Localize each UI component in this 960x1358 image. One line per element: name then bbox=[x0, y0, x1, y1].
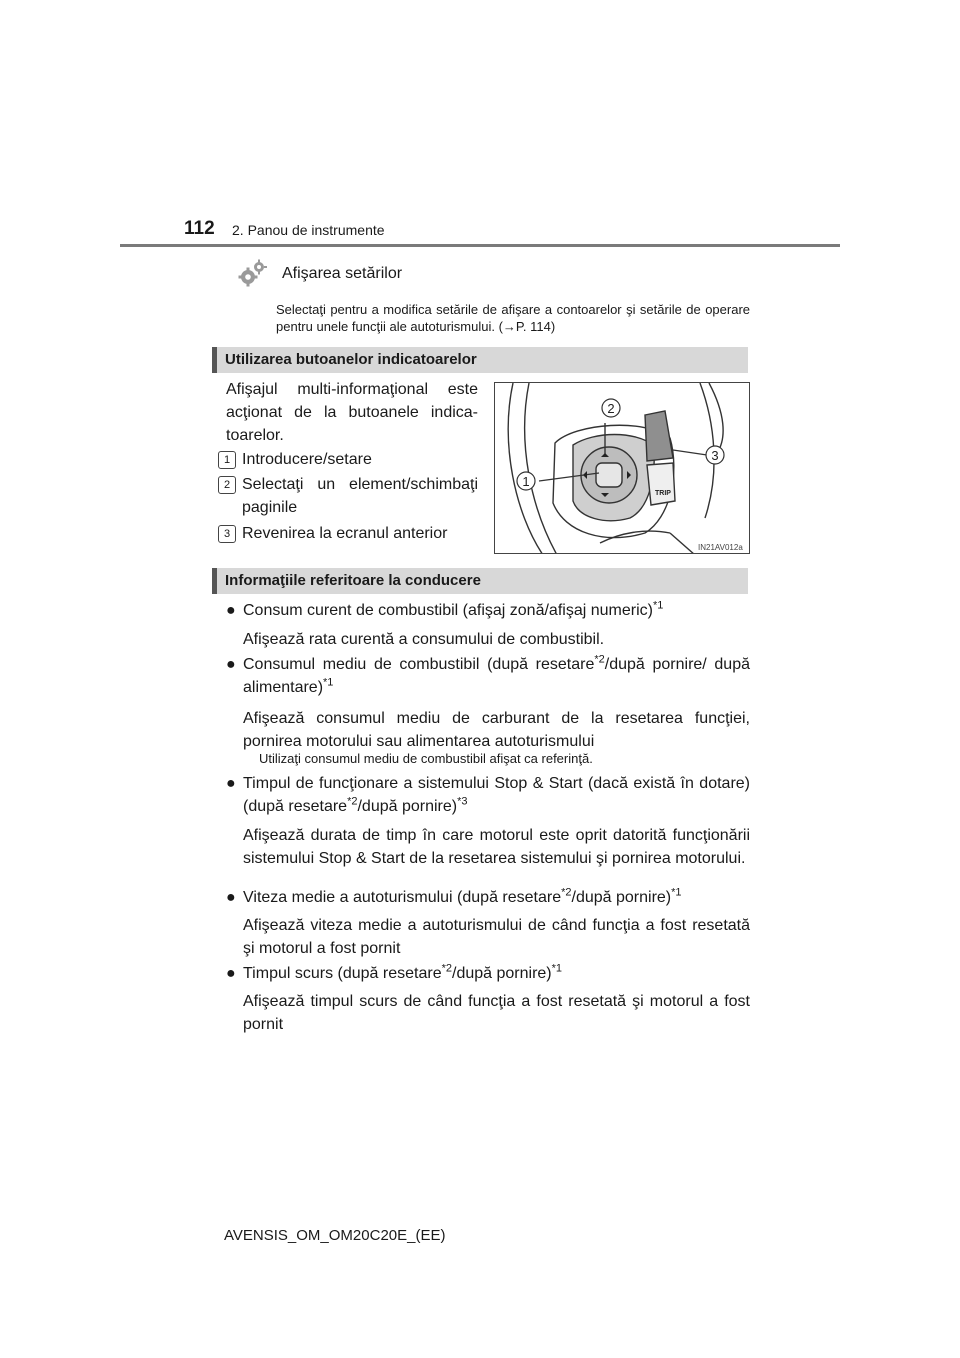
footnote-ref: *2 bbox=[347, 795, 358, 808]
gear-icon bbox=[238, 258, 268, 288]
chapter-title: 2. Panou de instrumente bbox=[232, 222, 385, 238]
footnote-ref: *2 bbox=[561, 886, 572, 899]
section-heading-driving-info: Informaţiile referitoare la conducere bbox=[212, 568, 748, 594]
bullet-icon: ● bbox=[226, 656, 236, 673]
header-divider bbox=[120, 244, 840, 247]
bullet-icon: ● bbox=[226, 602, 236, 619]
figure-code: IN21AV012a bbox=[698, 543, 743, 552]
bullet-item bbox=[226, 599, 750, 622]
manual-code: AVENSIS_OM_OM20C20E_(EE) bbox=[224, 1227, 446, 1244]
callout-2: 2 bbox=[607, 401, 615, 416]
bullet-item bbox=[226, 772, 750, 818]
settings-title: Afişarea setărilor bbox=[282, 265, 403, 282]
callout-1: 1 bbox=[522, 474, 530, 489]
bullet-text: /după pornire/ după alimentare) bbox=[243, 656, 750, 696]
bullet-description: Afişează durata de timp în care motorul este oprit datorită funcţionării sistemului Stop & Start de la resetarea sistemului şi pornirea motorului. bbox=[243, 827, 750, 867]
bullet-item bbox=[226, 962, 750, 985]
footnote-ref: *2 bbox=[441, 962, 452, 975]
page-number: 112 bbox=[184, 218, 215, 239]
bullet-description: Afişează viteza medie a autoturismului de când funcţia a fost resetată şi motorul a fost pornit bbox=[243, 917, 750, 957]
bullet-text: /după pornire) bbox=[571, 889, 672, 906]
bullet-text: Timpul de funcţionare a sistemului Stop & Start (dacă există în dotare) (după resetare bbox=[243, 775, 750, 815]
bullet-description: Afişează consumul mediu de carburant de la resetarea funcţiei, pornirea motorului sau alimentarea autoturismului bbox=[243, 710, 750, 750]
bullet-item bbox=[226, 886, 750, 909]
footnote-ref: *1 bbox=[551, 962, 563, 975]
bullet-text: /după pornire) bbox=[452, 965, 552, 982]
section-intro: Afişajul multi-informaţional este acţionat de la butoanele indica- toarelor. bbox=[226, 381, 478, 444]
bullet-icon: ● bbox=[226, 965, 236, 982]
item-label: Introducere/setare bbox=[242, 451, 372, 468]
trip-label: TRIP bbox=[655, 490, 671, 497]
footnote-ref: *2 bbox=[594, 653, 605, 666]
bullet-item bbox=[226, 653, 750, 699]
bullet-text: Viteza medie a autoturismului (după resetare bbox=[243, 889, 562, 906]
footnote-ref: *1 bbox=[323, 676, 334, 689]
bullet-description: Afişează timpul scurs de când funcţia a fost resetată şi motorul a fost pornit bbox=[243, 993, 750, 1033]
bullet-text: Consumul mediu de combustibil (după resetare bbox=[243, 656, 595, 673]
section-heading-buttons: Utilizarea butoanelor indicatoarelor bbox=[212, 347, 748, 373]
bullet-text: Timpul scurs (după resetare bbox=[243, 965, 442, 982]
item-label: Selectaţi un element/schimbaţi paginile bbox=[242, 476, 478, 516]
note-text: Utilizaţi consumul mediu de combustibil afişat ca referinţă. bbox=[259, 751, 593, 766]
bullet-description: Afişează rata curentă a consumului de combustibil. bbox=[243, 631, 605, 648]
item-label: Revenirea la ecranul anterior bbox=[242, 525, 448, 542]
bullet-icon: ● bbox=[226, 775, 236, 792]
bullet-icon: ● bbox=[226, 889, 236, 906]
item-number: 3 bbox=[218, 525, 236, 543]
bullet-text: /după pornire) bbox=[357, 798, 458, 815]
footnote-ref: *1 bbox=[671, 886, 682, 899]
footnote-ref: *3 bbox=[457, 795, 468, 808]
settings-description: Selectaţi pentru a modifica setările de afişare a contoarelor şi setările de operare pentru unele funcţii ale autoturismului. (→P. 114) bbox=[276, 302, 750, 334]
item-number: 2 bbox=[218, 476, 236, 494]
footnote-ref: *1 bbox=[652, 599, 664, 612]
callout-3: 3 bbox=[711, 448, 719, 463]
item-number: 1 bbox=[218, 451, 236, 469]
bullet-text: Consum curent de combustibil (afişaj zonă/afişaj numeric) bbox=[243, 602, 653, 619]
steering-switch-illustration bbox=[494, 382, 750, 554]
